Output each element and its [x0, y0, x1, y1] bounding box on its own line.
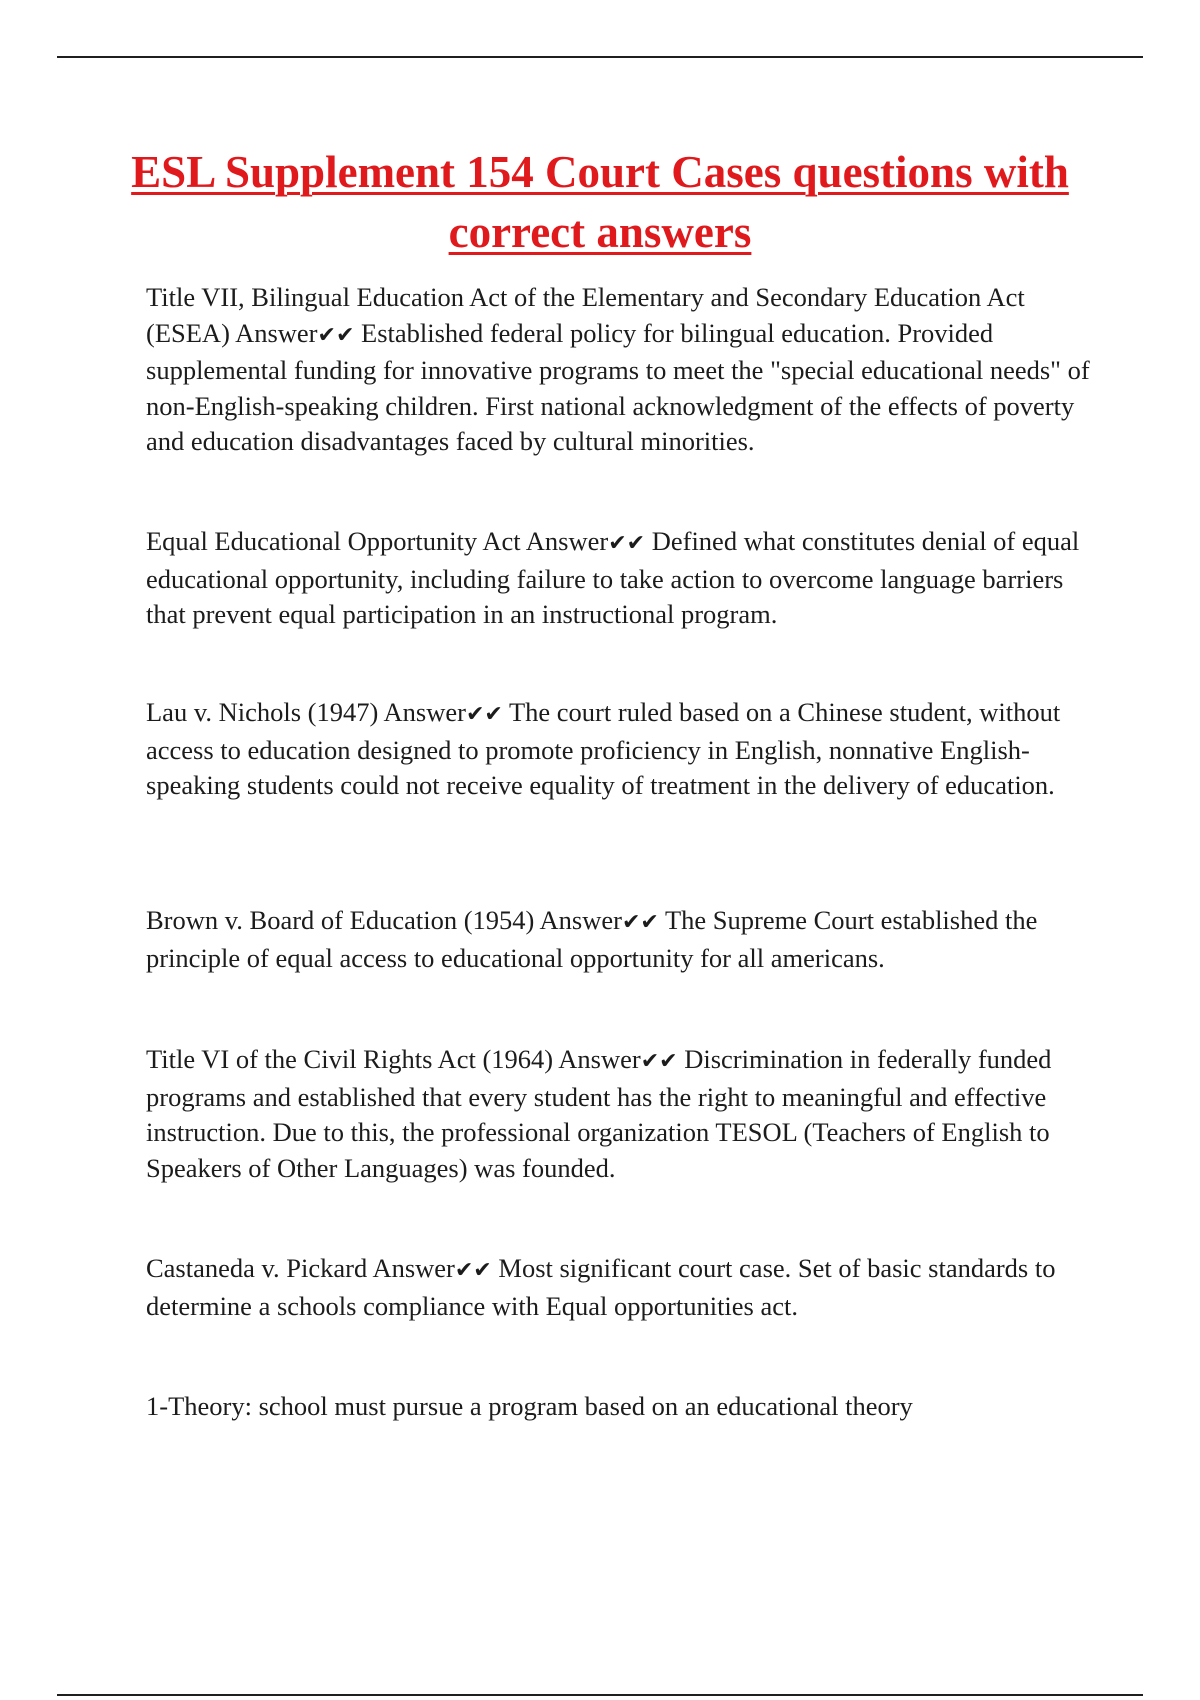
- qa-entry: [146, 280, 1096, 460]
- checkmark-icon: ✔✔: [454, 1258, 492, 1283]
- checkmark-icon: ✔✔: [317, 322, 355, 348]
- answer-text: The court ruled based on a Chinese student, without access to education designed to promote proficiency in English, nonnative English-speaking students could not receive equality of treatment in the delivery of education.: [146, 697, 1061, 800]
- qa-entry: [146, 1042, 1096, 1186]
- answer-text: Most significant court case. Set of basic standards to determine a schools compliance with Equal opportunities act.: [146, 1253, 1056, 1321]
- question-text: Castaneda v. Pickard: [146, 1253, 368, 1283]
- answer-text: Defined what constitutes denial of equal educational opportunity, including failure to take action to overcome language barriers that prevent equal participation in an instructional program.: [146, 526, 1080, 629]
- top-divider: [57, 56, 1143, 58]
- answer-text: Discrimination in federally funded programs and established that every student has the right to meaningful and effective instruction. Due to this, the professional organization TESOL (Teachers of English to Speakers of Other Languages) was founded.: [146, 1044, 1052, 1183]
- answer-text: The Supreme Court established the principle of equal access to educational opportunity for all americans.: [146, 905, 1038, 973]
- answer-label: Answer: [539, 905, 622, 935]
- answer-label: Answer: [383, 697, 466, 727]
- document-title: ESL Supplement 154 Court Cases questions with correct answers: [131, 147, 1069, 257]
- bottom-divider: [57, 1694, 1143, 1696]
- checkmark-icon: ✔✔: [640, 1049, 678, 1074]
- question-text: Equal Educational Opportunity Act: [146, 526, 521, 556]
- qa-entry: [146, 524, 1096, 633]
- answer-label: Answer: [525, 526, 609, 556]
- question-text: Lau v. Nichols (1947): [146, 697, 379, 727]
- question-text: Brown v. Board of Education (1954): [146, 905, 535, 935]
- answer-label: Answer: [372, 1253, 455, 1283]
- checkmark-icon: ✔✔: [465, 702, 503, 727]
- trailing-line: 1-Theory: school must pursue a program based on an educational theory: [146, 1391, 913, 1421]
- qa-entry: [146, 903, 1096, 976]
- answer-text: Established federal policy for bilingual education. Provided supplemental funding for innovative programs to meet the "special educational needs" of non-English-speaking children. First national acknowledgment of the effects of poverty and education disadvantages faced by cultural minorities.: [146, 317, 1090, 456]
- answer-label: Answer: [558, 1044, 641, 1074]
- question-text: Title VII, Bilingual Education Act of the Elementary and Secondary Education Act (ESEA): [146, 282, 1025, 348]
- checkmark-icon: ✔✔: [608, 531, 646, 556]
- checkmark-icon: ✔✔: [621, 910, 659, 935]
- qa-entry: [146, 1251, 1096, 1324]
- question-text: Title VI of the Civil Rights Act (1964): [146, 1044, 554, 1074]
- answer-label: Answer: [235, 317, 318, 348]
- qa-entry: [146, 695, 1096, 804]
